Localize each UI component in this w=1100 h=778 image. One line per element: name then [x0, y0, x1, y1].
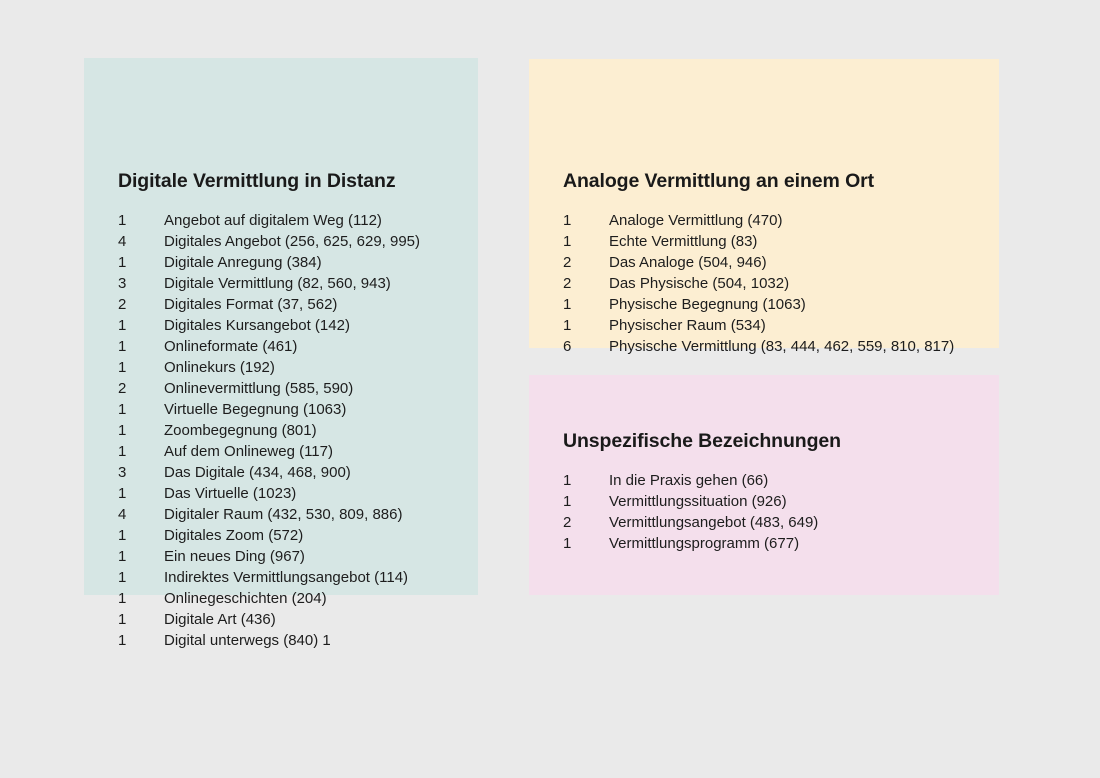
entry-label: In die Praxis gehen (66) [609, 472, 769, 489]
entry-count: 2 [563, 254, 572, 271]
entry-count: 1 [118, 548, 127, 565]
entry-row [118, 630, 470, 651]
panel-digitale-vermittlung-in-distanz [84, 58, 478, 649]
entry-count: 2 [118, 296, 127, 313]
entry-count: 2 [563, 514, 572, 531]
entry-count: 1 [563, 296, 572, 313]
entry-row [118, 546, 470, 567]
entry-row [563, 533, 991, 554]
entry-count: 2 [118, 380, 127, 397]
entry-label: Vermittlungssituation (926) [609, 493, 787, 510]
entry-label: Vermittlungsprogramm (677) [609, 535, 800, 552]
entry-count: 1 [118, 590, 127, 607]
entry-row [563, 273, 991, 294]
entry-count: 1 [118, 254, 127, 271]
entry-row [118, 231, 470, 252]
entry-label: Auf dem Onlineweg (117) [164, 443, 333, 460]
entry-row [118, 399, 470, 420]
entry-count: 4 [118, 506, 127, 523]
entry-row [118, 462, 470, 483]
entry-row [563, 252, 991, 273]
entry-label: Physischer Raum (534) [609, 317, 766, 334]
entry-label: Vermittlungsangebot (483, 649) [609, 514, 819, 531]
entry-row [118, 315, 470, 336]
panel-unspezifische-bezeichnungen [529, 375, 999, 595]
entry-label: Digital unterwegs (840) 1 [164, 632, 331, 649]
entry-label: Onlinekurs (192) [164, 359, 275, 376]
entry-row [563, 512, 991, 533]
entry-row [563, 470, 991, 491]
entry-label: Onlineformate (461) [164, 338, 298, 355]
entry-row [118, 420, 470, 441]
entry-count: 1 [563, 212, 572, 229]
entry-label: Digitaler Raum (432, 530, 809, 886) [164, 506, 403, 523]
entry-count: 1 [563, 535, 572, 552]
entry-count: 1 [118, 611, 127, 628]
entry-count: 2 [563, 275, 572, 292]
entry-row [118, 378, 470, 399]
entry-row [118, 483, 470, 504]
entry-label: Onlinegeschichten (204) [164, 590, 327, 607]
entry-label: Das Analoge (504, 946) [609, 254, 767, 271]
entry-row [118, 567, 470, 588]
entry-count: 1 [118, 632, 127, 649]
entry-row [563, 491, 991, 512]
entry-count: 1 [118, 422, 127, 439]
entry-label: Digitale Anregung (384) [164, 254, 322, 271]
entry-count: 1 [118, 338, 127, 355]
entry-row [563, 231, 991, 252]
entry-count: 6 [563, 338, 572, 355]
entry-label: Virtuelle Begegnung (1063) [164, 401, 347, 418]
entry-label: Echte Vermittlung (83) [609, 233, 758, 250]
entry-count: 1 [118, 317, 127, 334]
entry-count: 1 [118, 569, 127, 586]
entry-row [118, 336, 470, 357]
entry-row [118, 588, 470, 609]
panel-heading: Digitale Vermittlung in Distanz [118, 170, 396, 192]
entry-row [118, 252, 470, 273]
entry-row [118, 357, 470, 378]
entry-label: Zoombegegnung (801) [164, 422, 317, 439]
entry-label: Das Digitale (434, 468, 900) [164, 464, 351, 481]
entry-count: 1 [118, 359, 127, 376]
entry-count: 3 [118, 275, 127, 292]
entry-label: Das Physische (504, 1032) [609, 275, 790, 292]
entry-count: 4 [118, 233, 127, 250]
entry-row [118, 294, 470, 315]
entry-row [118, 504, 470, 525]
entry-count: 1 [563, 317, 572, 334]
entry-label: Digitales Zoom (572) [164, 527, 304, 544]
entry-label: Digitales Angebot (256, 625, 629, 995) [164, 233, 421, 250]
panel-heading: Unspezifische Bezeichnungen [563, 430, 841, 452]
entry-count: 1 [118, 401, 127, 418]
entry-count: 3 [118, 464, 127, 481]
entry-row [563, 210, 991, 231]
entry-label: Digitales Kursangebot (142) [164, 317, 350, 334]
entry-row [563, 336, 991, 357]
entry-label: Das Virtuelle (1023) [164, 485, 297, 502]
entry-row [118, 441, 470, 462]
entry-count: 1 [563, 493, 572, 510]
entry-label: Onlinevermittlung (585, 590) [164, 380, 354, 397]
entry-list [563, 210, 991, 357]
entry-count: 1 [563, 472, 572, 489]
entry-row [118, 525, 470, 546]
entry-label: Indirektes Vermittlungsangebot (114) [164, 569, 409, 586]
entry-row [118, 273, 470, 294]
entry-count: 1 [563, 233, 572, 250]
entry-list [563, 470, 991, 554]
entry-row [563, 315, 991, 336]
entry-count: 1 [118, 443, 127, 460]
entry-count: 1 [118, 212, 127, 229]
entry-list [118, 210, 470, 651]
entry-label: Digitale Vermittlung (82, 560, 943) [164, 275, 391, 292]
entry-label: Ein neues Ding (967) [164, 548, 305, 565]
entry-label: Angebot auf digitalem Weg (112) [164, 212, 382, 229]
entry-label: Physische Begegnung (1063) [609, 296, 806, 313]
panel-heading: Analoge Vermittlung an einem Ort [563, 170, 875, 192]
entry-label: Physische Vermittlung (83, 444, 462, 559, 810, 817) [609, 338, 955, 355]
entry-label: Digitale Art (436) [164, 611, 276, 628]
entry-count: 1 [118, 527, 127, 544]
entry-label: Analoge Vermittlung (470) [609, 212, 783, 229]
entry-label: Digitales Format (37, 562) [164, 296, 338, 313]
entry-row [118, 609, 470, 630]
entry-row [563, 294, 991, 315]
entry-count: 1 [118, 485, 127, 502]
panel-analoge-vermittlung-an-einem-ort [529, 59, 999, 355]
entry-row [118, 210, 470, 231]
